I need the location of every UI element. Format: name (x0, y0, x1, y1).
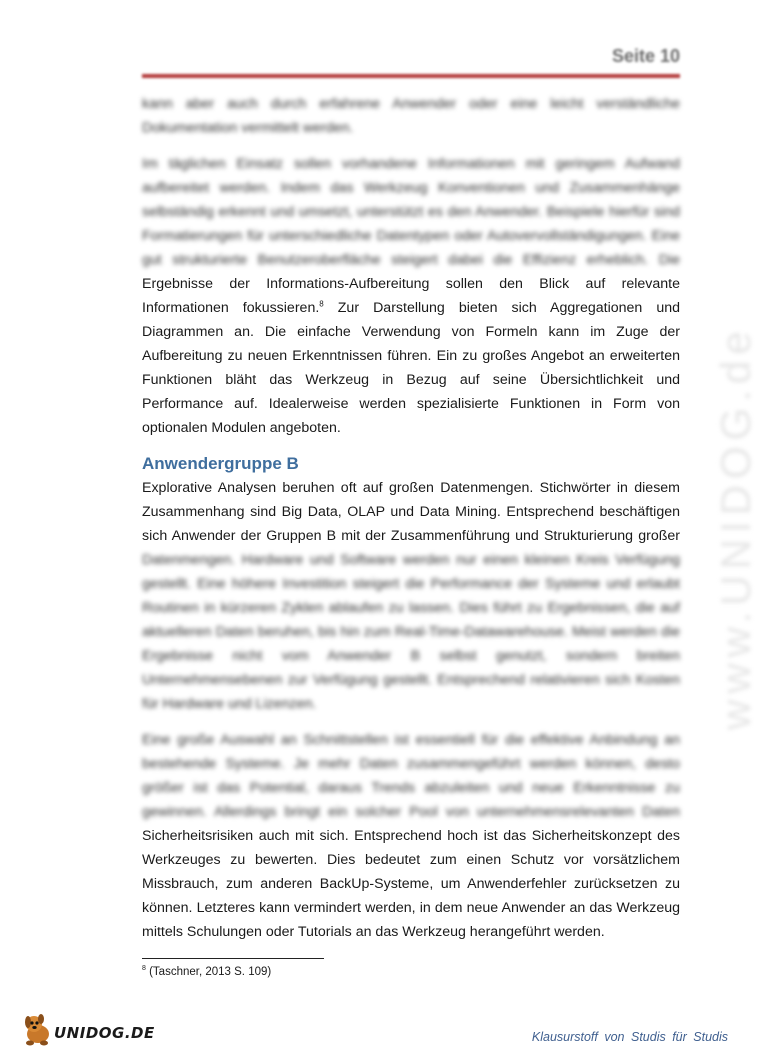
footnote (142, 964, 542, 980)
paragraph-4 (142, 728, 680, 944)
section-heading: Anwendergruppe B (142, 454, 299, 473)
page-header (142, 44, 680, 78)
footnote-divider (142, 958, 324, 959)
paragraph-3 (142, 476, 680, 716)
brand-text: UNIDOG.DE (54, 1024, 155, 1042)
footnote-number: 8 (142, 965, 146, 973)
paragraph-3-text: Explorative Analysen beruhen oft auf großen Datenmengen. Stichwörter in diesem Zusammenhang sind Big Data, OLAP und Data Mining. Entsprechend beschäftigen sich Anwender der Gruppen B mit der Zusammenführung und Strukturierung großer (142, 480, 680, 544)
paragraph-3-blurred-lines: Datenmengen. Hardware und Software werden nur einen kleinen Kreis Verfügung gestellt. Eine höhere Investition steigert die Performance der Systeme und erlaubt Routinen in kürzeren Zyklen ablaufen zu lassen. Dies führt zu Ergebnissen, die auf aktuelleren Daten beruhen, bis hin zum Real-Time-Datawarehouse. Meist werden die Ergebnisse nicht vom Anwender B selbst genutzt, sondern breiten Unternehmensebenen zur Verfügung gestellt. Entsprechend relativieren sich Kosten für Hardware und Lizenzen. (142, 552, 680, 712)
document-body (142, 92, 680, 956)
paragraph-4-text: Sicherheitsrisiken auch mit sich. Entsprechend hoch ist das Sicherheitskonzept des Werkzeuges zu bewerten. Dies bedeutet zum einen Schutz vor vorsätzlichem Missbrauch, zum anderen BackUp-Systeme, um Anwenderfehler zurücksetzen zu können. Letzteres kann vermindert werden, in dem neue Anwender an das Werkzeug mittels Schulungen oder Tutorials an das Werkzeug herangeführt werden. (142, 828, 680, 940)
footnote-reference: 8 (319, 299, 324, 309)
footer-tagline: Klausurstoff von Studis für Studis (531, 1030, 728, 1044)
paragraph-1: kann aber auch durch erfahrene Anwender oder eine leicht verständliche Dokumentation vermittelt werden. (142, 96, 680, 136)
unidog-logo (20, 1012, 160, 1048)
paragraph-2-blurred-lines: Im täglichen Einsatz sollen vorhandene Informationen mit geringem Aufwand aufbereitet werden. Indem das Werkzeug Konventionen und Zusammenhänge selbständig erkennt und umsetzt, unterstützt es den Anwender. Beispiele hierfür sind Formatierungen für unterschiedliche Datentypen oder Autovervollständigungen. Eine gut strukturierte Benutzeroberfläche steigert dabei die Effizienz erheblich. Die (142, 156, 680, 268)
paragraph-4-blurred-lines: Eine große Auswahl an Schnittstellen ist essentiell für die effektive Anbindung an bestehende Systeme. Je mehr Daten zusammengeführt werden können, desto größer ist das Potential, daraus Trends abzuleiten und neue Erkenntnisse zu gewinnen. Allerdings bringt ein solcher Pool von unternehmensrelevanten Daten (142, 732, 680, 820)
paragraph-2-text-a: Ergebnisse der Informations-Aufbereitung sollen den Blick auf relevante Informationen fokussieren. (142, 276, 680, 316)
page-number: Seite 10 (611, 46, 680, 66)
paragraph-2-text-b: Zur Darstellung bieten sich Aggregationen und Diagrammen an. Die einfache Verwendung von Formeln kann im Zuge der Aufbereitung zu neuen Erkenntnissen führen. Ein zu großes Angebot an erweiterten Funktionen bläht das Werkzeug in Bezug auf seine Übersichtlichkeit und Performance auf. Idealerweise werden spezialisierte Funktionen in Form von optionalen Modulen angeboten. (142, 300, 680, 436)
paragraph-2 (142, 152, 680, 440)
watermark-text: www.UNIDOG.de (712, 325, 759, 730)
footnote-text: (Taschner, 2013 S. 109) (145, 966, 272, 978)
